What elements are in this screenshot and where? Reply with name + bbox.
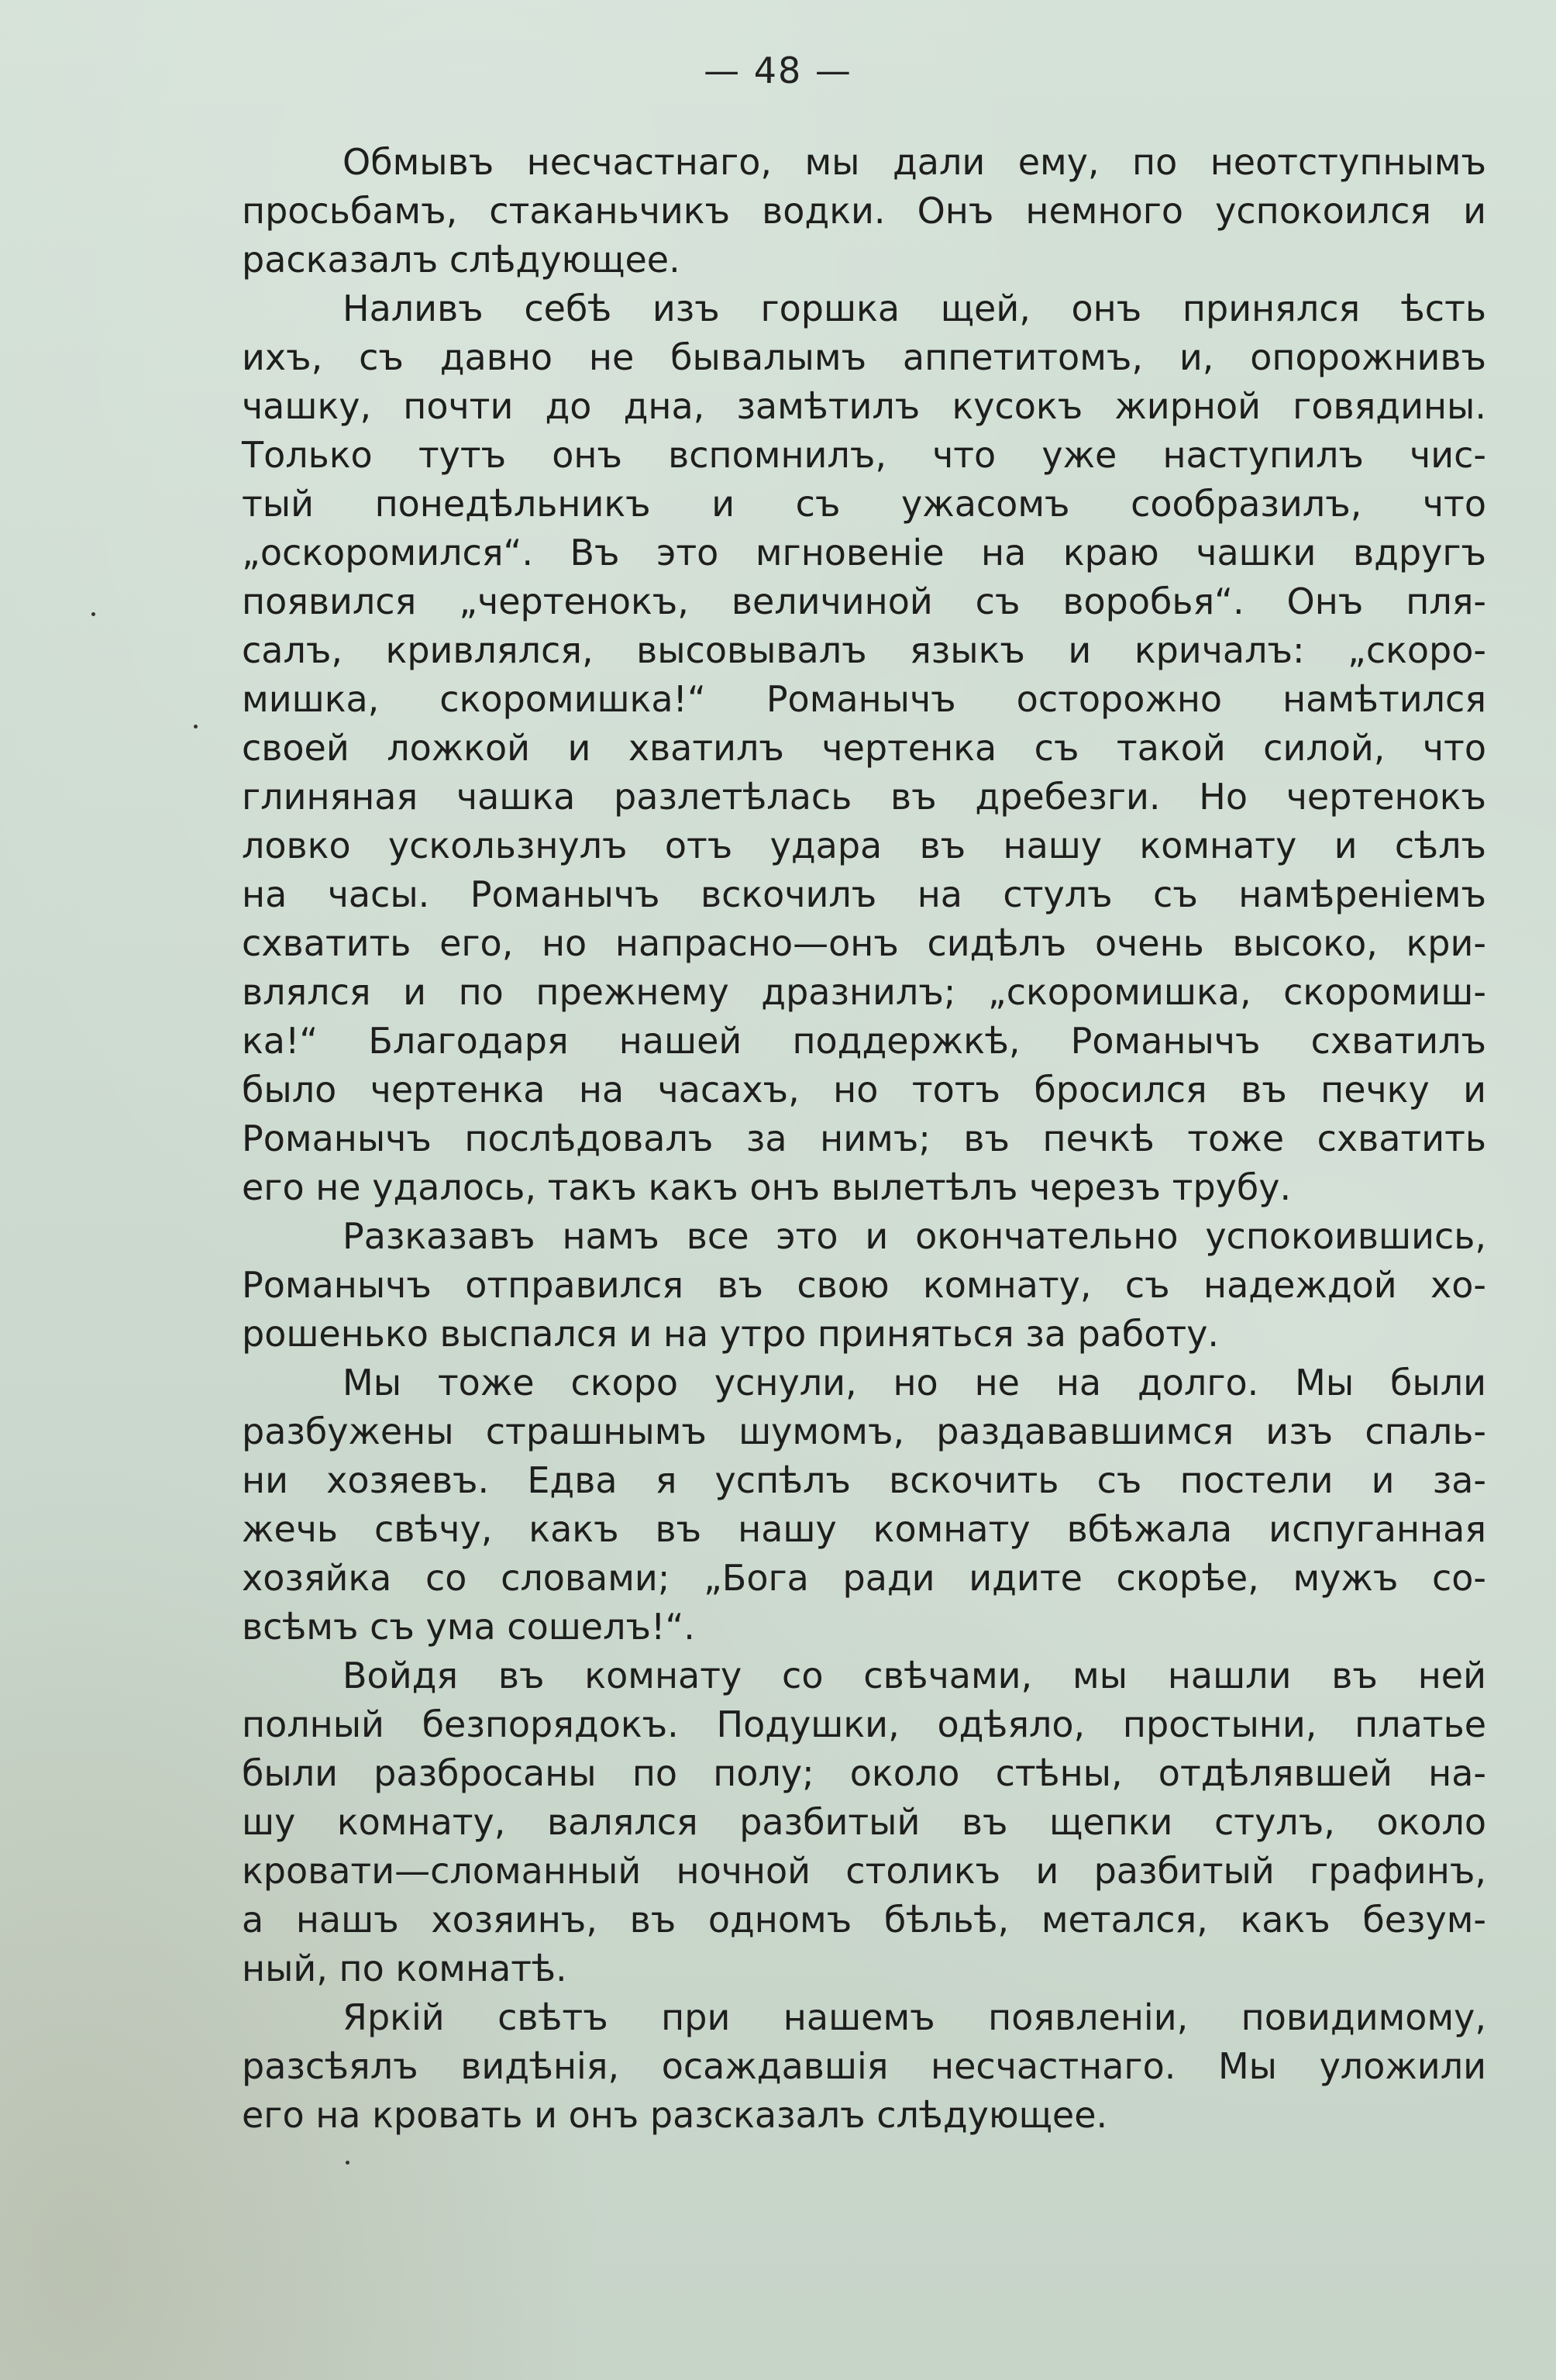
page-number: — 48 — bbox=[704, 50, 852, 91]
text-line: было чертенка на часахъ, но тотъ бросился въ печку и bbox=[242, 1069, 1486, 1111]
text-line: Разказавъ намъ все это и окончательно успокоившись, bbox=[343, 1215, 1486, 1257]
text-line: салъ, кривлялся, высовывалъ языкъ и кричалъ: „скоро- bbox=[242, 629, 1486, 671]
text-line: Яркій свѣтъ при нашемъ появленіи, повидимому, bbox=[343, 1996, 1486, 2038]
text-line: чашку, почти до дна, замѣтилъ кусокъ жирной говядины. bbox=[242, 385, 1486, 427]
text-line: глиняная чашка разлетѣлась въ дребезги. Но чертенокъ bbox=[242, 776, 1486, 818]
text-line: Войдя въ комнату со свѣчами, мы нашли въ ней bbox=[343, 1655, 1486, 1696]
text-line: ловко ускользнулъ отъ удара въ нашу комнату и сѣлъ bbox=[242, 825, 1486, 866]
text-line: Обмывъ несчастнаго, мы дали ему, по неотступнымъ bbox=[343, 141, 1486, 183]
paper-speck bbox=[346, 2161, 349, 2165]
text-line: Романычъ послѣдовалъ за нимъ; въ печкѣ тоже схватить bbox=[242, 1118, 1486, 1159]
text-line: ни хозяевъ. Едва я успѣлъ вскочить съ постели и за- bbox=[242, 1459, 1486, 1501]
text-line: просьбамъ, стаканьчикъ водки. Онъ немного успокоился и bbox=[242, 190, 1486, 232]
paper-speck bbox=[91, 612, 95, 616]
text-line: разбужены страшнымъ шумомъ, раздававшимся изъ спаль- bbox=[242, 1410, 1486, 1452]
text-line: рошенько выспался и на утро приняться за работу. bbox=[242, 1313, 1220, 1355]
text-line: появился „чертенокъ, величиной съ воробья“. Онъ пля- bbox=[242, 580, 1486, 622]
text-line: были разбросаны по полу; около стѣны, отдѣлявшей на- bbox=[242, 1752, 1486, 1794]
text-line: тый понедѣльникъ и съ ужасомъ сообразилъ, что bbox=[242, 483, 1486, 525]
text-line: Только тутъ онъ вспомнилъ, что уже наступилъ чис- bbox=[242, 434, 1486, 476]
text-line: хозяйка со словами; „Бога ради идите скорѣе, мужъ со- bbox=[242, 1557, 1486, 1599]
text-line: его не удалось, такъ какъ онъ вылетѣлъ черезъ трубу. bbox=[242, 1166, 1292, 1208]
text-line: разсѣялъ видѣнія, осаждавшія несчастнаго. Мы уложили bbox=[242, 2045, 1486, 2087]
text-line: а нашъ хозяинъ, въ одномъ бѣльѣ, метался, какъ безум- bbox=[242, 1899, 1486, 1941]
text-line: своей ложкой и хватилъ чертенка съ такой силой, что bbox=[242, 727, 1486, 769]
page-text bbox=[242, 138, 1486, 2140]
text-line: влялся и по прежнему дразнилъ; „скоромишка, скоромиш- bbox=[242, 971, 1486, 1013]
text-line: кровати—сломанный ночной столикъ и разбитый графинъ, bbox=[242, 1850, 1486, 1892]
text-line: его на кровать и онъ разсказалъ слѣдующее. bbox=[242, 2094, 1108, 2136]
text-line: ихъ, съ давно не бывалымъ аппетитомъ, и, опорожнивъ bbox=[242, 336, 1486, 378]
text-line: мишка, скоромишка!“ Романычъ осторожно намѣтился bbox=[242, 678, 1486, 720]
text-line: на часы. Романычъ вскочилъ на стулъ съ намѣреніемъ bbox=[242, 873, 1486, 915]
text-line: полный безпорядокъ. Подушки, одѣяло, простыни, платье bbox=[242, 1703, 1486, 1745]
text-line: расказалъ слѣдующее. bbox=[242, 239, 680, 281]
text-line: жечь свѣчу, какъ въ нашу комнату вбѣжала испуганная bbox=[242, 1508, 1486, 1550]
text-line: Романычъ отправился въ свою комнату, съ надеждой хо- bbox=[242, 1264, 1486, 1306]
text-line: ка!“ Благодаря нашей поддержкѣ, Романычъ схватилъ bbox=[242, 1020, 1486, 1062]
text-line: шу комнату, валялся разбитый въ щепки стулъ, около bbox=[242, 1801, 1486, 1843]
paper-speck bbox=[194, 725, 198, 728]
text-line: всѣмъ съ ума сошелъ!“. bbox=[242, 1606, 695, 1648]
text-line: схватить его, но напрасно—онъ сидѣлъ очень высоко, кри- bbox=[242, 922, 1486, 964]
text-line: Мы тоже скоро уснули, но не на долго. Мы были bbox=[343, 1362, 1486, 1404]
text-line: ный, по комнатѣ. bbox=[242, 1948, 567, 1989]
text-line: „оскоромился“. Въ это мгновеніе на краю чашки вдругъ bbox=[242, 532, 1486, 573]
text-line: Наливъ себѣ изъ горшка щей, онъ принялся ѣсть bbox=[343, 288, 1486, 329]
